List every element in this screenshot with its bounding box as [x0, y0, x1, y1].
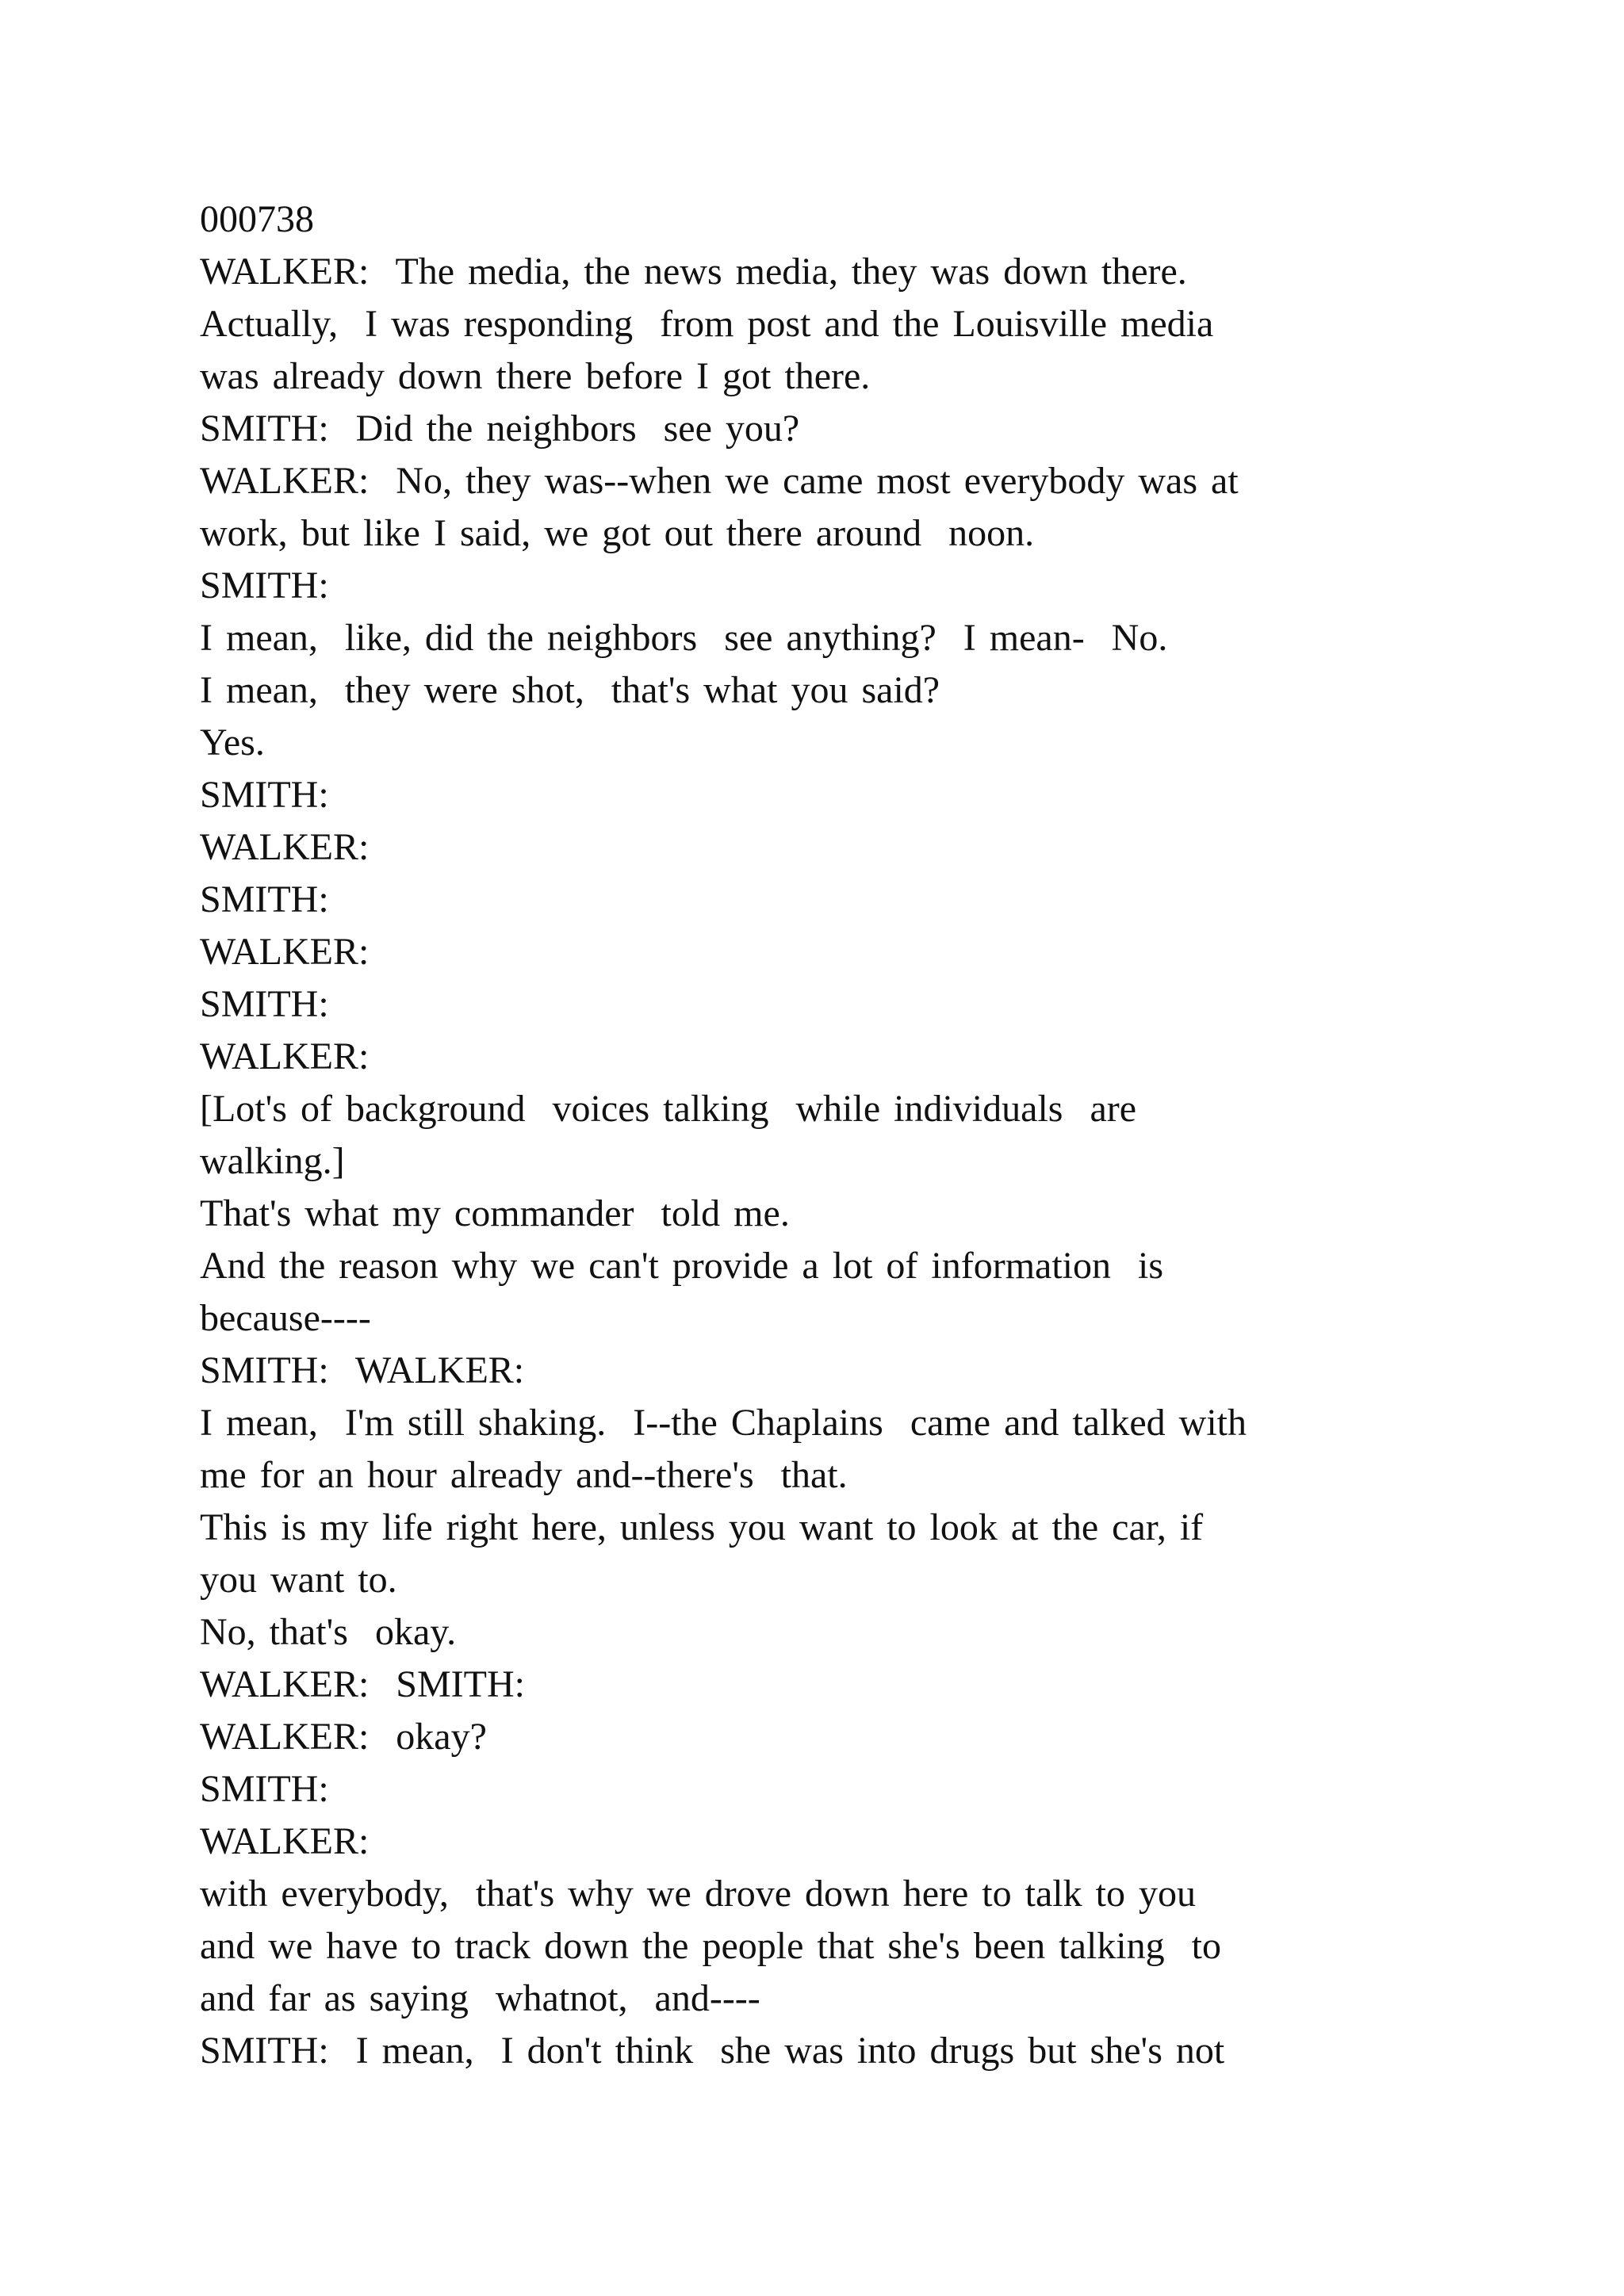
text-line: WALKER: No, they was--when we came most everybody was at	[200, 460, 1239, 502]
speaker-label: WALKER:	[200, 826, 370, 868]
text-line: you want to.	[200, 1559, 397, 1601]
text-line: WALKER: The media, the news media, they was down there.	[200, 251, 1187, 293]
text-line: And the reason why we can't provide a lot of information is	[200, 1245, 1164, 1287]
text-line: I mean, I'm still shaking. I--the Chaplains came and talked with	[200, 1402, 1247, 1444]
text-line: Actually, I was responding from post and the Louisville media	[200, 303, 1214, 345]
text-line: walking.]	[200, 1140, 345, 1182]
text-line: This is my life right here, unless you want to look at the car, if	[200, 1506, 1204, 1548]
text-line: WALKER: okay?	[200, 1716, 487, 1758]
text-line: and far as saying whatnot, and----	[200, 1977, 760, 2019]
transcript-text	[200, 193, 1469, 2077]
speaker-label: WALKER:	[200, 1035, 370, 1077]
speaker-label: SMITH:	[200, 983, 329, 1025]
text-line: SMITH: Did the neighbors see you?	[200, 408, 800, 450]
text-line: and we have to track down the people that she's been talking to	[200, 1925, 1221, 1967]
text-line: I mean, they were shot, that's what you said?	[200, 669, 940, 711]
speaker-label: SMITH:	[200, 1768, 329, 1810]
speaker-label: SMITH:	[200, 878, 329, 920]
text-line: [Lot's of background voices talking while individuals are	[200, 1088, 1137, 1130]
page-number: 000738	[200, 198, 314, 240]
speaker-label: SMITH: WALKER:	[200, 1349, 525, 1391]
speaker-label: WALKER:	[200, 931, 370, 973]
text-line: No, that's okay.	[200, 1611, 457, 1653]
text-line: Yes.	[200, 721, 265, 763]
text-line: because----	[200, 1297, 371, 1339]
text-line: I mean, like, did the neighbors see anything? I mean- No.	[200, 617, 1168, 659]
speaker-label: WALKER: SMITH:	[200, 1663, 525, 1705]
speaker-label: SMITH:	[200, 564, 329, 607]
text-line: was already down there before I got there.	[200, 355, 871, 397]
text-line: me for an hour already and--there's that.	[200, 1454, 848, 1496]
text-line: SMITH: I mean, I don't think she was into drugs but she's not	[200, 2030, 1225, 2072]
text-line: That's what my commander told me.	[200, 1192, 790, 1234]
speaker-label: SMITH:	[200, 774, 329, 816]
text-line: work, but like I said, we got out there around noon.	[200, 512, 1035, 554]
speaker-label: WALKER:	[200, 1820, 370, 1862]
text-line: with everybody, that's why we drove down here to talk to you	[200, 1873, 1196, 1915]
